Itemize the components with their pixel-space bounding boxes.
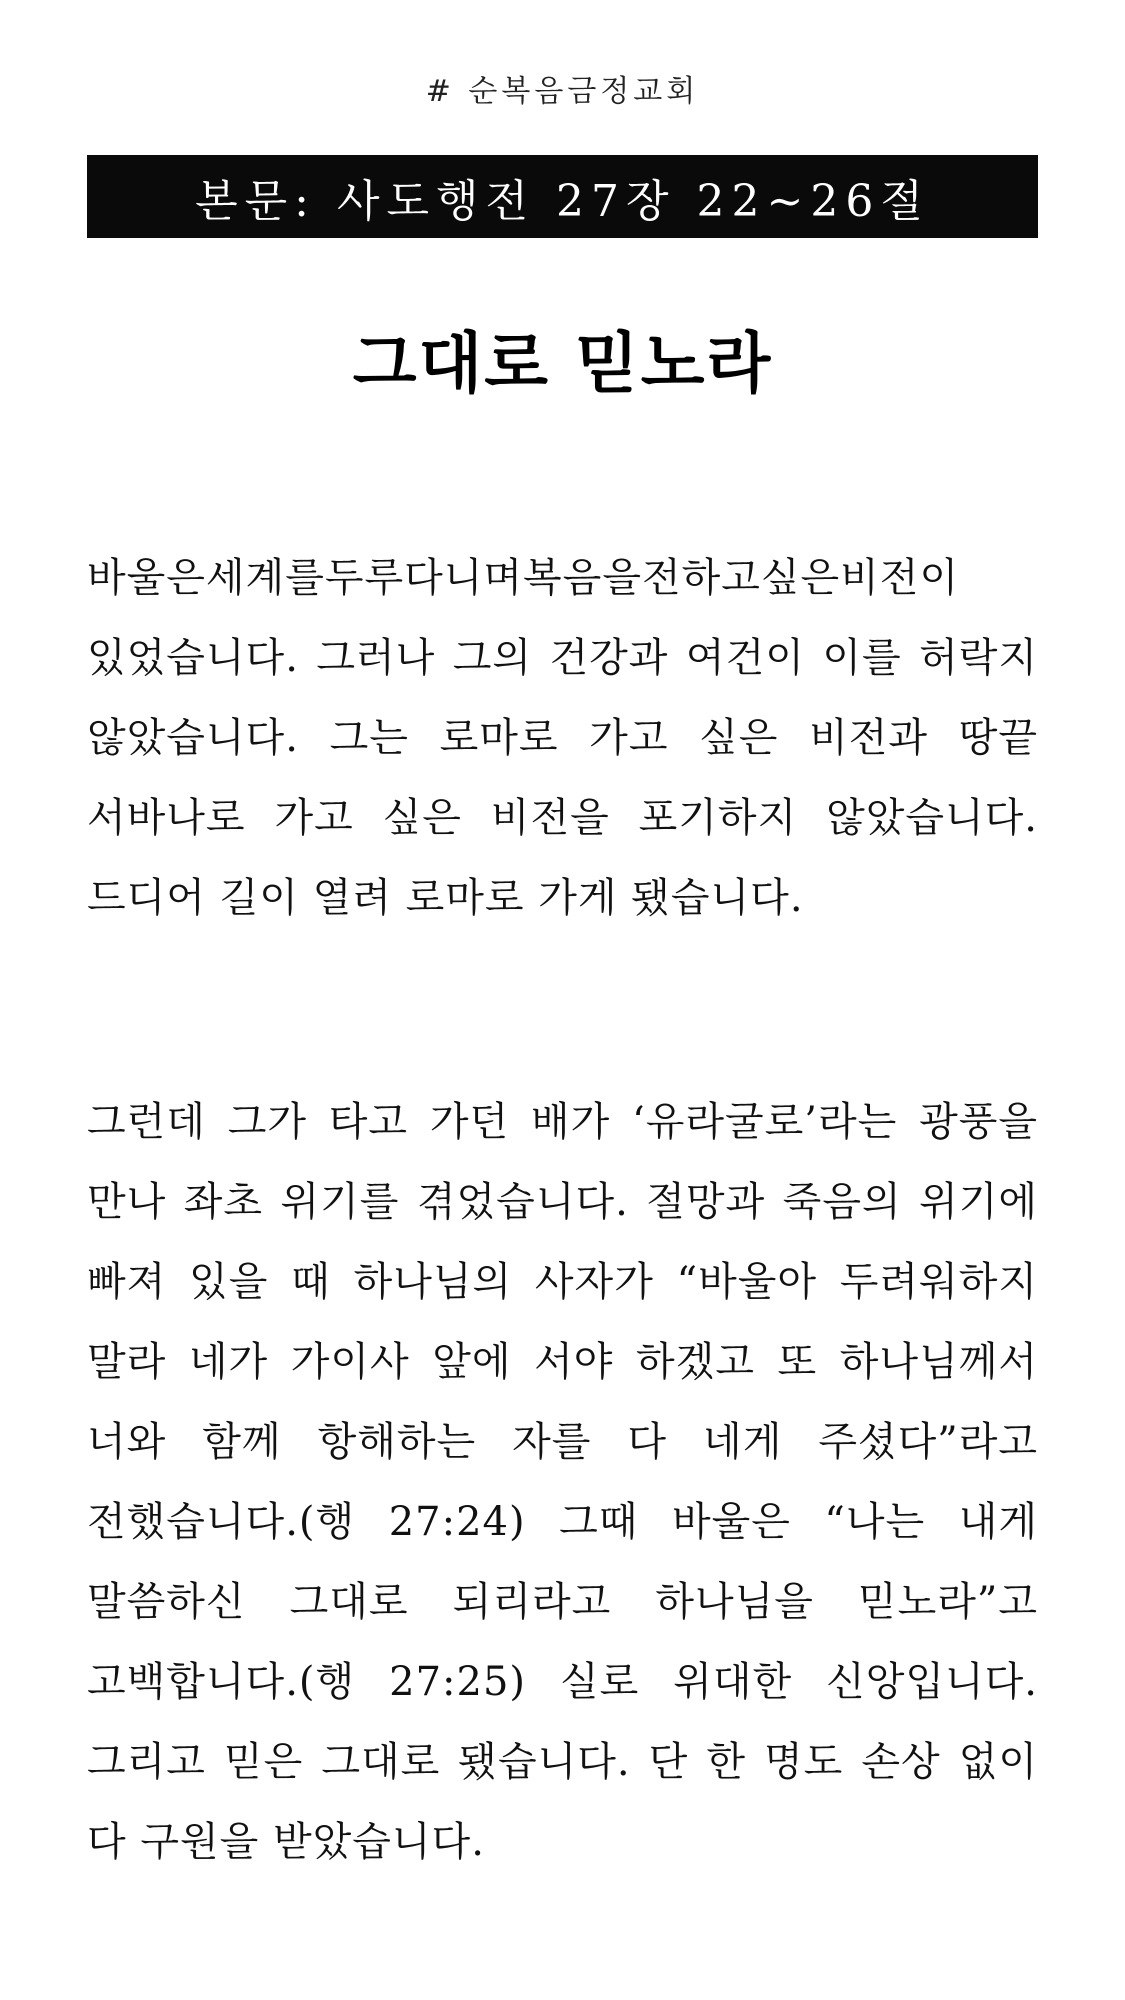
text-line: 다 구원을 받았습니다. — [87, 1819, 485, 1865]
scripture-banner — [87, 155, 1038, 238]
scripture-reference: 본문: 사도행전 27장 22~26절 — [195, 175, 930, 227]
text-line: 말씀하신 그대로 되리라고 하나님을 믿노라”고 — [87, 1579, 1038, 1625]
text-line: 드디어 길이 열려 로마로 가게 됐습니다. — [87, 875, 804, 921]
sermon-body — [87, 538, 1038, 1882]
text-line: 바울은세계를두루다니며복음을전하고싶은비전이 — [87, 555, 960, 601]
text-line: 만나 좌초 위기를 겪었습니다. 절망과 죽음의 위기에 — [87, 1179, 1038, 1225]
text-line: 고백합니다.(행 27:25) 실로 위대한 신앙입니다. — [87, 1659, 1038, 1705]
sermon-title: 그대로 믿노라 — [352, 325, 773, 402]
text-line: 않았습니다. 그는 로마로 가고 싶은 비전과 땅끝 — [87, 715, 1038, 761]
text-line: 서바나로 가고 싶은 비전을 포기하지 않았습니다. — [87, 795, 1038, 841]
text-line: 너와 함께 항해하는 자를 다 네게 주셨다”라고 — [87, 1419, 1038, 1465]
text-line: 그리고 믿은 그대로 됐습니다. 단 한 명도 손상 없이 — [87, 1739, 1038, 1785]
text-line: 말라 네가 가이사 앞에 서야 하겠고 또 하나님께서 — [87, 1339, 1038, 1385]
church-hashtag: # 순복음금정교회 — [425, 74, 700, 109]
text-line: 있었습니다. 그러나 그의 건강과 여건이 이를 허락지 — [87, 635, 1038, 681]
text-line: 그런데 그가 타고 가던 배가 ‘유라굴로’라는 광풍을 — [87, 1099, 1038, 1145]
paragraph-2 — [87, 1082, 1038, 1882]
paragraph-gap — [87, 938, 1038, 1082]
paragraph-1 — [87, 538, 1038, 938]
text-line: 전했습니다.(행 27:24) 그때 바울은 “나는 내게 — [87, 1499, 1038, 1545]
text-line: 빠져 있을 때 하나님의 사자가 “바울아 두려워하지 — [87, 1259, 1038, 1305]
